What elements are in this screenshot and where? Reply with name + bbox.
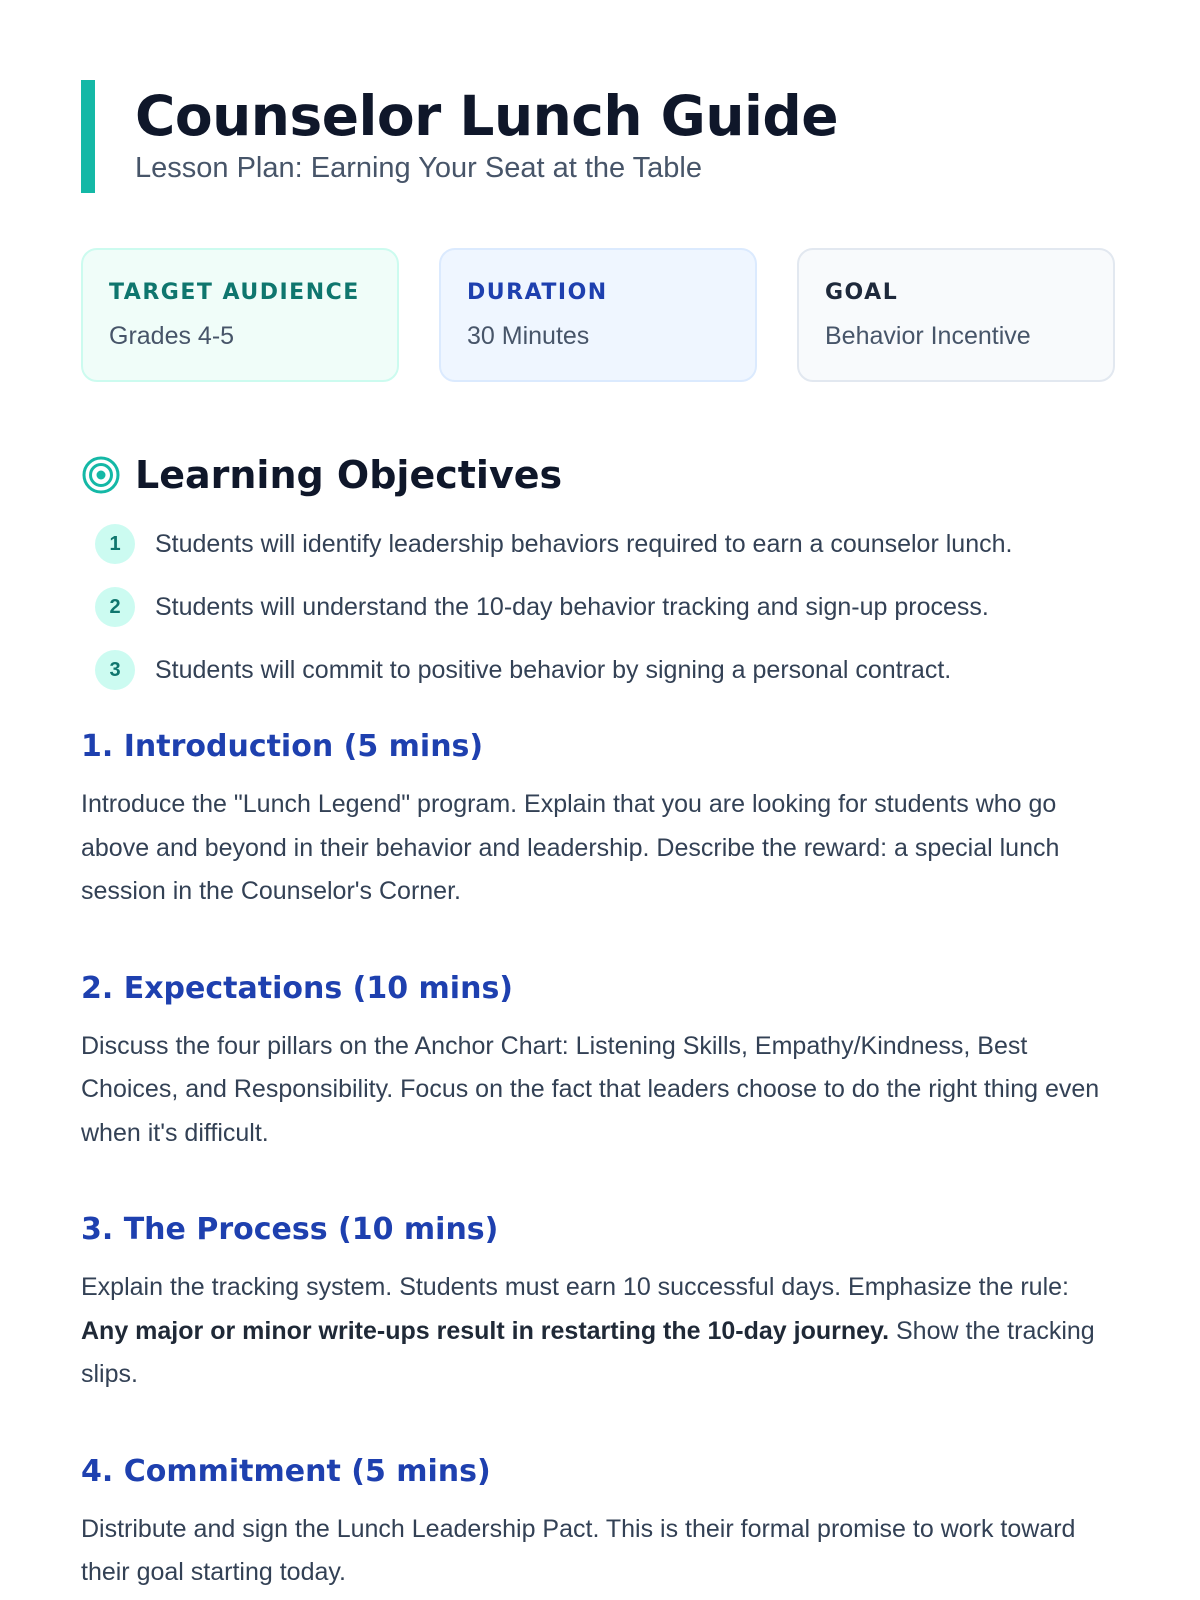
header-accent-bar (81, 80, 95, 193)
card-value: 30 Minutes (467, 322, 590, 350)
objective-text: Students will identify leadership behaviors required to earn a counselor lunch. (155, 530, 1013, 558)
step-introduction (81, 728, 1121, 914)
duration-card (439, 248, 757, 382)
step-body: Discuss the four pillars on the Anchor Chart: Listening Skills, Empathy/Kindness, Best Choices, and Responsibility. Focus on the fact that leaders choose to do the right thing even when it's difficult. (81, 1031, 1100, 1147)
card-label: TARGET AUDIENCE (109, 280, 360, 305)
objectives-list (81, 524, 1121, 690)
objective-text: Students will commit to positive behavior by signing a personal contract. (155, 656, 952, 684)
step-title: 4. Commitment (5 mins) (81, 1453, 491, 1489)
goal-card (797, 248, 1115, 382)
step-title: 2. Expectations (10 mins) (81, 970, 514, 1006)
page-title: Counselor Lunch Guide (135, 84, 838, 148)
objective-number-badge: 2 (95, 587, 135, 627)
page-header (81, 80, 1121, 194)
objective-item (81, 587, 1121, 627)
page-subtitle: Lesson Plan: Earning Your Seat at the Table (135, 152, 703, 184)
step-process (81, 1211, 1121, 1397)
step-body-text: Show the tracking slips. (81, 1316, 1095, 1388)
objective-number-badge: 3 (95, 650, 135, 690)
objective-item (81, 524, 1121, 564)
objective-text: Students will understand the 10-day behavior tracking and sign-up process. (155, 593, 989, 621)
step-body-emphasis: Any major or minor write-ups result in restarting the 10-day journey. (81, 1316, 890, 1345)
objective-item (81, 650, 1121, 690)
step-title: 3. The Process (10 mins) (81, 1212, 499, 1247)
step-commitment (81, 1453, 1121, 1595)
step-body (81, 1266, 1121, 1397)
info-cards (81, 248, 1121, 382)
objective-number-badge: 1 (95, 524, 135, 564)
target-icon (81, 455, 121, 495)
objectives-heading (81, 452, 1121, 498)
card-value: Behavior Incentive (825, 322, 1031, 350)
step-title: 1. Introduction (5 mins) (81, 729, 484, 764)
step-body: Distribute and sign the Lunch Leadership Pact. This is their formal promise to work toward their goal starting today. (81, 1514, 1076, 1586)
step-expectations (81, 970, 1121, 1156)
card-label: GOAL (825, 280, 899, 305)
step-body: Introduce the "Lunch Legend" program. Explain that you are looking for students who go above and beyond in their behavior and leadership. Describe the reward: a special lunch session in the Counselor's Corner. (81, 790, 1060, 905)
step-body-text: Explain the tracking system. Students must earn 10 successful days. Emphasize the rule: (81, 1273, 1069, 1301)
objectives-title: Learning Objectives (135, 453, 563, 497)
target-audience-card (81, 248, 399, 382)
card-label: DURATION (467, 280, 608, 305)
card-value: Grades 4-5 (109, 322, 235, 350)
lesson-plan-page (81, 80, 1121, 1595)
